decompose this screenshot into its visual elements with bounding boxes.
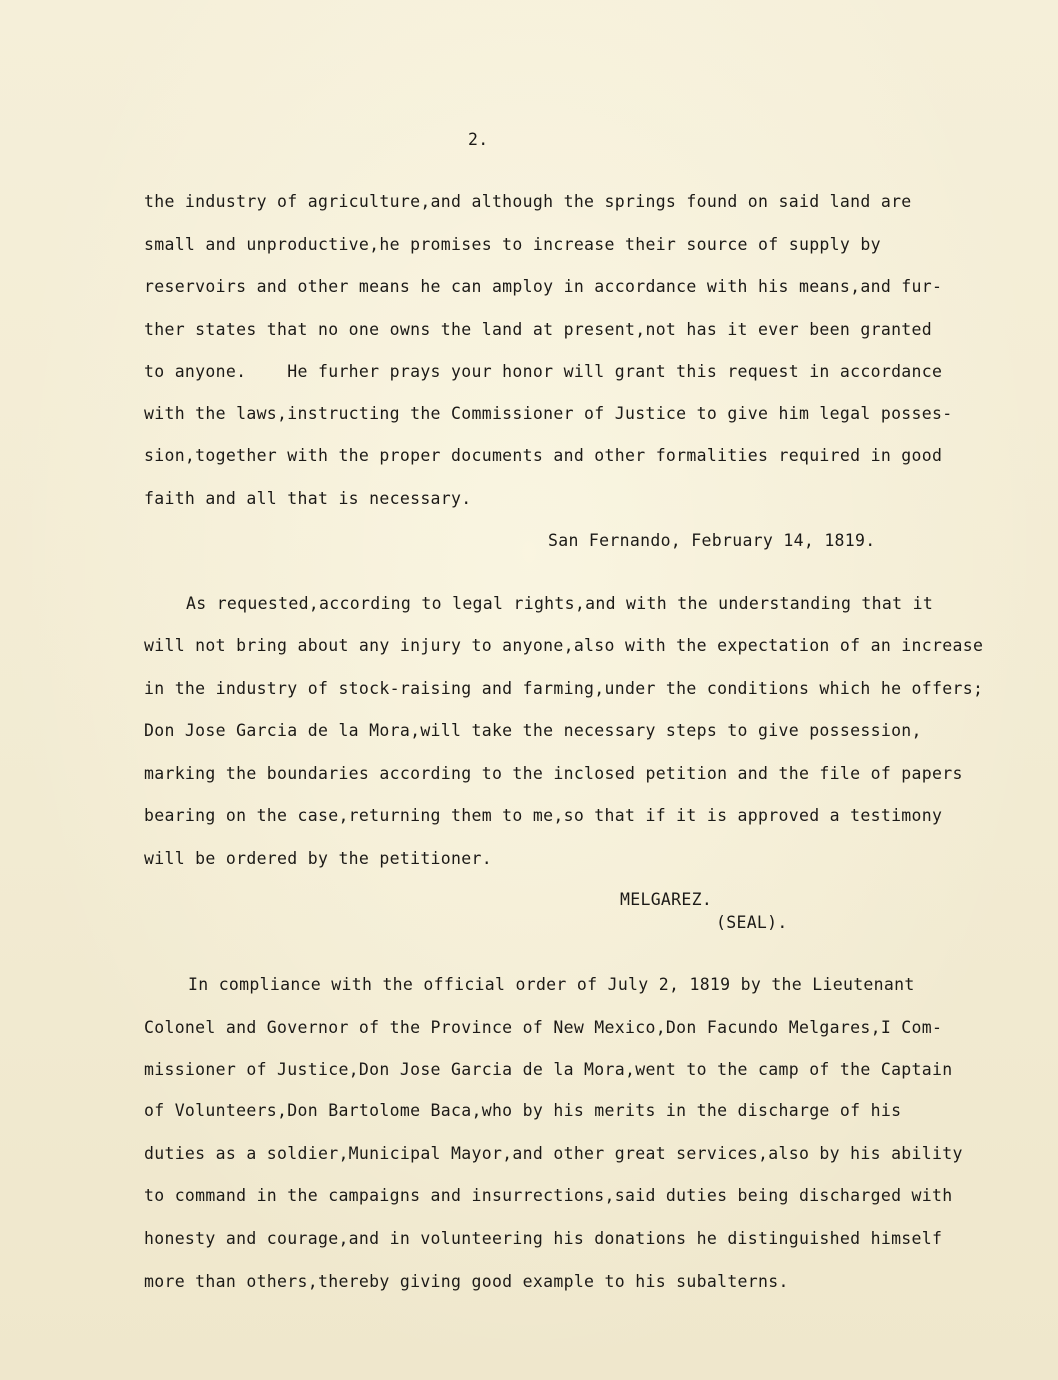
paragraph-line: marking the boundaries according to the inclosed petition and the file of papers <box>144 764 963 783</box>
paragraph-line: faith and all that is necessary. <box>144 489 472 508</box>
signature: MELGAREZ. <box>620 890 713 909</box>
paragraph-line: In compliance with the official order of July 2, 1819 by the Lieutenant <box>188 975 915 994</box>
paragraph-line: to command in the campaigns and insurrections,said duties being discharged with <box>144 1186 953 1205</box>
paragraph-line: missioner of Justice,Don Jose Garcia de la Mora,went to the camp of the Captain <box>144 1060 953 1079</box>
paragraph-line: sion,together with the proper documents and other formalities required in good <box>144 446 943 465</box>
paragraph-line: with the laws,instructing the Commissioner of Justice to give him legal posses- <box>144 404 953 423</box>
dateline: San Fernando, February 14, 1819. <box>548 531 876 550</box>
paragraph-line: will not bring about any injury to anyone,also with the expectation of an increase <box>144 636 984 655</box>
paragraph-line: the industry of agriculture,and although the springs found on said land are <box>144 192 912 211</box>
paragraph-line: duties as a soldier,Municipal Mayor,and other great services,also by his ability <box>144 1144 963 1163</box>
paragraph-line: to anyone. He furher prays your honor will grant this request in accordance <box>144 362 943 381</box>
paragraph-line: Don Jose Garcia de la Mora,will take the necessary steps to give possession, <box>144 721 922 740</box>
paragraph-line: in the industry of stock-raising and farming,under the conditions which he offers; <box>144 679 984 698</box>
paragraph-line: honesty and courage,and in volunteering his donations he distinguished himself <box>144 1229 943 1248</box>
paragraph-line: ther states that no one owns the land at present,not has it ever been granted <box>144 320 933 339</box>
paragraph-line: small and unproductive,he promises to increase their source of supply by <box>144 235 881 254</box>
paragraph-line: will be ordered by the petitioner. <box>144 849 492 868</box>
paragraph-line: Colonel and Governor of the Province of New Mexico,Don Facundo Melgares,I Com- <box>144 1018 943 1037</box>
seal-mark: (SEAL). <box>716 913 788 932</box>
paragraph-line: As requested,according to legal rights,and with the understanding that it <box>186 594 934 613</box>
paragraph-line: reservoirs and other means he can amploy in accordance with his means,and fur- <box>144 277 943 296</box>
paragraph-line: bearing on the case,returning them to me,so that if it is approved a testimony <box>144 806 943 825</box>
paragraph-line: more than others,thereby giving good example to his subalterns. <box>144 1272 789 1291</box>
paragraph-line: of Volunteers,Don Bartolome Baca,who by his merits in the discharge of his <box>144 1101 902 1120</box>
page-number: 2. <box>468 130 489 149</box>
